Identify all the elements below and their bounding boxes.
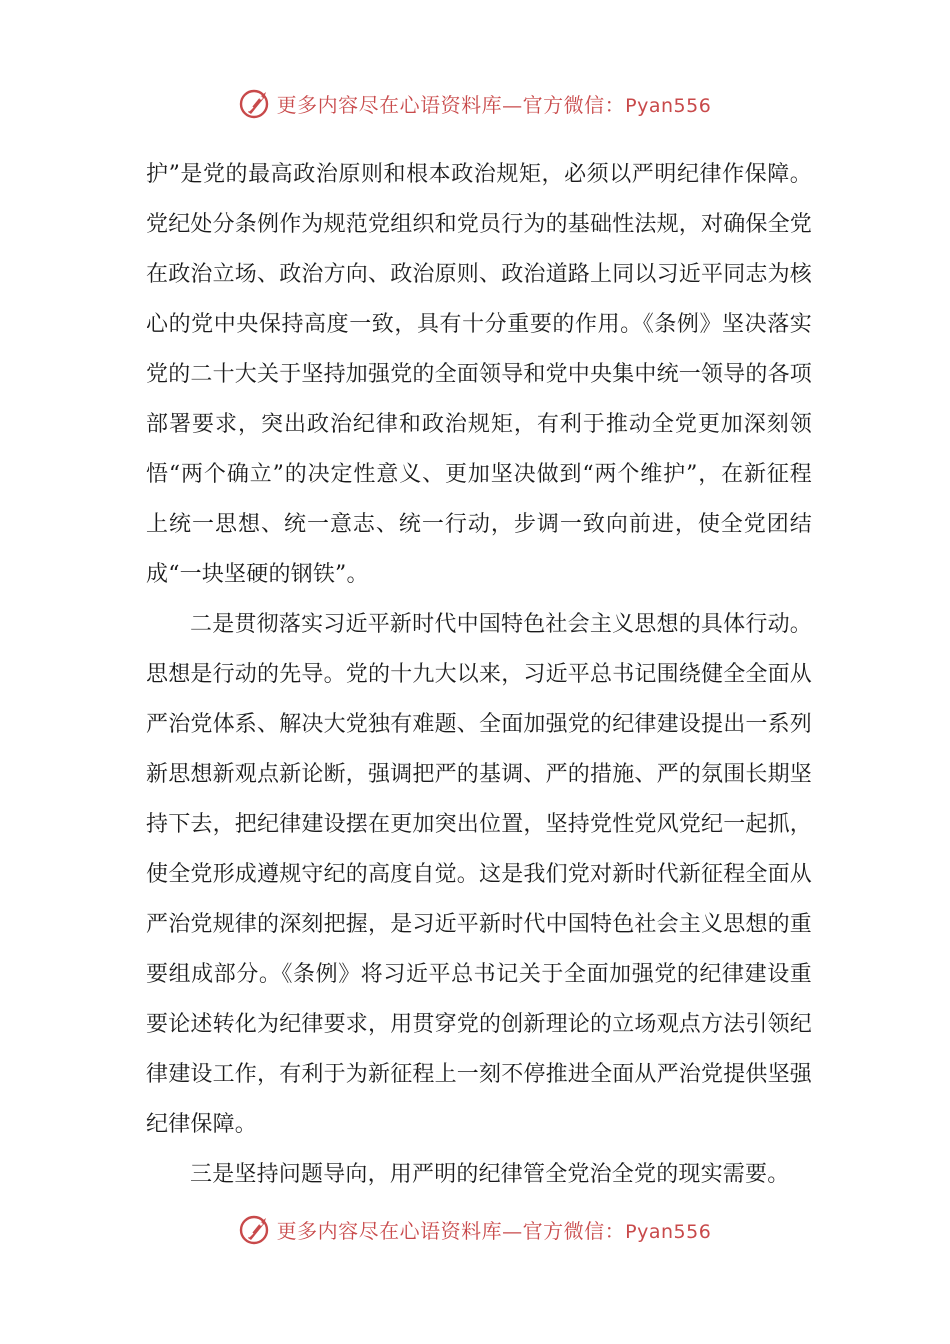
paragraph: 二是贯彻落实习近平新时代中国特色社会主义思想的具体行动。思想是行动的先导。党的十九大以来，习近平总书记围绕健全全面从严治党体系、解决大党独有难题、全面加强党的纪律建设提出一系列新思想新观点新论断，强调把严的基调、严的措施、严的氛围长期坚持下去，把纪律建设摆在更加突出位置，坚持党性党风党纪一起抓，使全党形成遵规守纪的高度自觉。这是我们党对新时代新征程全面从严治党规律的深刻把握，是习近平新时代中国特色社会主义思想的重要组成部分。《条例》将习近平总书记关于全面加强党的纪律建设重要论述转化为纪律要求，用贯穿党的创新理论的立场观点方法引领纪律建设工作，有利于为新征程上一刻不停推进全面从严治党提供坚强纪律保障。 [146,612,813,1137]
paragraph: 护”是党的最高政治原则和根本政治规矩，必须以严明纪律作保障。党纪处分条例作为规范党组织和党员行为的基础性法规，对确保全党在政治立场、政治方向、政治原则、政治道路上同以习近平同志为核心的党中央保持高度一致，具有十分重要的作用。《条例》坚决落实党的二十大关于坚持加强党的全面领导和党中央集中统一领导的各项部署要求，突出政治纪律和政治规矩，有利于推动全党更加深刻领悟“两个确立”的决定性意义、更加坚决做到“两个维护”，在新征程上统一思想、统一意志、统一行动，步调一致向前进，使全党团结成“一块坚硬的钢铁”。 [146,162,813,587]
banner-title: 更多内容尽在心语资料库—官方微信： [276,1218,626,1243]
footer-banner [0,1209,950,1249]
paragraph: 三是坚持问题导向，用严明的纪律管全党治全党的现实需要。 [190,1162,790,1187]
header-banner [0,83,950,123]
banner-title: 更多内容尽在心语资料库—官方微信： [276,92,626,117]
pen-nib-logo-icon [239,1212,273,1246]
wechat-id: Pyan556 [625,1220,712,1243]
wechat-id: Pyan556 [625,94,712,117]
document-body [146,150,812,1200]
pen-nib-logo-icon [239,86,273,120]
